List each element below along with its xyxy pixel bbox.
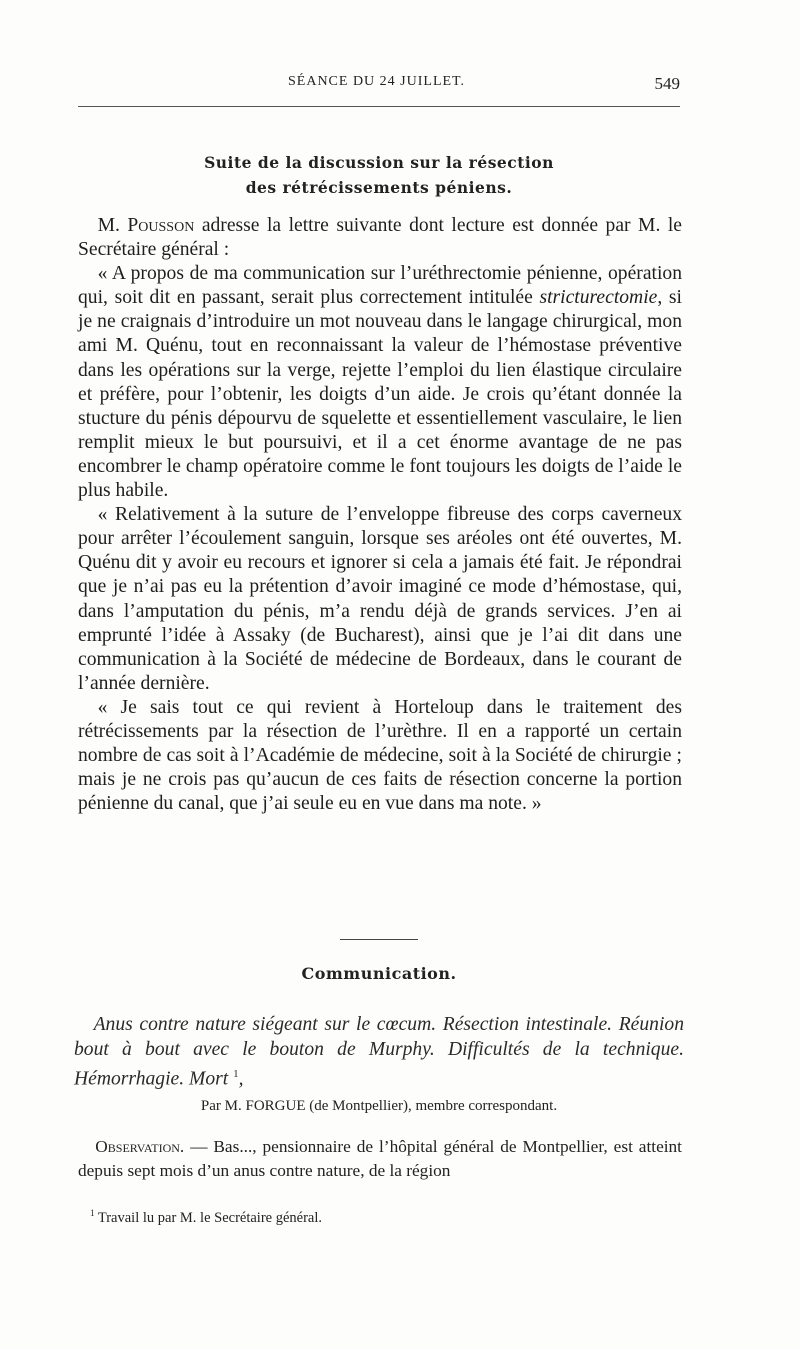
- article-title-text: Anus contre nature siégeant sur le cœcum. Résection intestinale. Réunion bout à bout avec le bouton de Murphy. Difficultés de la technique. Hémorrhagie. Mort: [74, 1014, 684, 1090]
- article-title-end: ,: [238, 1068, 244, 1090]
- letter-intro: [78, 214, 682, 262]
- letter-paragraph-3: [78, 696, 682, 816]
- section-title-communication: Communication.: [301, 964, 457, 983]
- section-title-line-2: des rétrécissements péniens.: [245, 178, 513, 197]
- letter-paragraph-1: [78, 262, 682, 503]
- section-divider: [340, 939, 418, 940]
- running-title: SÉANCE DU 24 JUILLET.: [288, 74, 466, 89]
- letter-body: [78, 214, 682, 816]
- observation-label: Observation.: [95, 1137, 185, 1156]
- footnote-text: Travail lu par M. le Secrétaire général.: [97, 1209, 323, 1226]
- header-rule: [78, 106, 680, 107]
- paragraph-1-part-a: « A propos de ma communication sur l’uréthrectomie pénienne, opération qui, soit dit en passant, serait plus correctement intitulée: [78, 263, 682, 309]
- author-name: M. Pousson: [97, 215, 195, 236]
- footnote-ref: 1: [233, 1068, 239, 1080]
- footnote-marker: 1: [90, 1208, 95, 1218]
- section-title-line-1: Suite de la discussion sur la résection: [204, 153, 554, 172]
- observation-paragraph: [78, 1135, 682, 1183]
- paragraph-1-part-b: , si je ne craignais d’introduire un mot nouveau dans le langage chirurgical, mon ami M. Quénu, tout en reconnaissant la valeur de l’hémostase préventive dans les opérations sur la verge, rejette l’emploi du lien élastique circulaire et préfère, pour l’obtenir, les doigts d’un aide. Je crois qu’étant donnée la stucture du pénis dépourvu de squelette et essentiellement vasculaire, le lien remplit mieux le but poursuivi, et il a cet énorme avantage de ne pas encombrer le champ opératoire comme le font toujours les doigts de l’aide le plus habile.: [78, 287, 682, 502]
- page-number: 549: [654, 74, 680, 93]
- letter-paragraph-2: [78, 503, 682, 696]
- observation-text: — Bas..., pensionnaire de l’hôpital général de Montpellier, est atteint depuis sept mois d’un anus contre nature, de la région: [78, 1137, 682, 1180]
- paragraph-3-text: « Je sais tout ce qui revient à Horteloup dans le traitement des rétrécissements par la résection de l’urèthre. Il en a rapporté un certain nombre de cas soit à l’Académie de médecine, soit à la Société de chirurgie ; mais je ne crois pas qu’aucun de ces faits de résection concerne la portion pénienne du canal, que j’ai seule eu en vue dans ma note. »: [78, 696, 682, 815]
- paragraph-1-italic-term: stricturectomie: [539, 287, 658, 309]
- paragraph-2-text: « Relativement à la suture de l’enveloppe fibreuse des corps caverneux pour arrêter l’écoulement sanguin, lorsque ses aréoles ont été ouvertes, M. Quénu dit y avoir eu recours et ignorer si cela a jamais été fait. Je répondrai que je n’ai pas eu la prétention d’avoir imaginé ce mode d’hémostase, qui, dans l’amputation du pénis, m’a rendu déjà de grands services. J’en ai emprunté l’idée à Assaky (de Bucharest), ainsi que je l’ai dit dans une communication à la Société de médecine de Bordeaux, dans le courant de l’année dernière.: [78, 504, 682, 694]
- article-title: [74, 1012, 684, 1092]
- letter-intro-text: adresse la lettre suivante dont lecture est donnée par M. le Secrétaire général :: [78, 215, 682, 261]
- running-header: [78, 74, 680, 96]
- footnote: [90, 1208, 680, 1227]
- section-title-discussion: [78, 150, 680, 200]
- article-author: Par M. FORGUE (de Montpellier), membre correspondant.: [200, 1098, 558, 1114]
